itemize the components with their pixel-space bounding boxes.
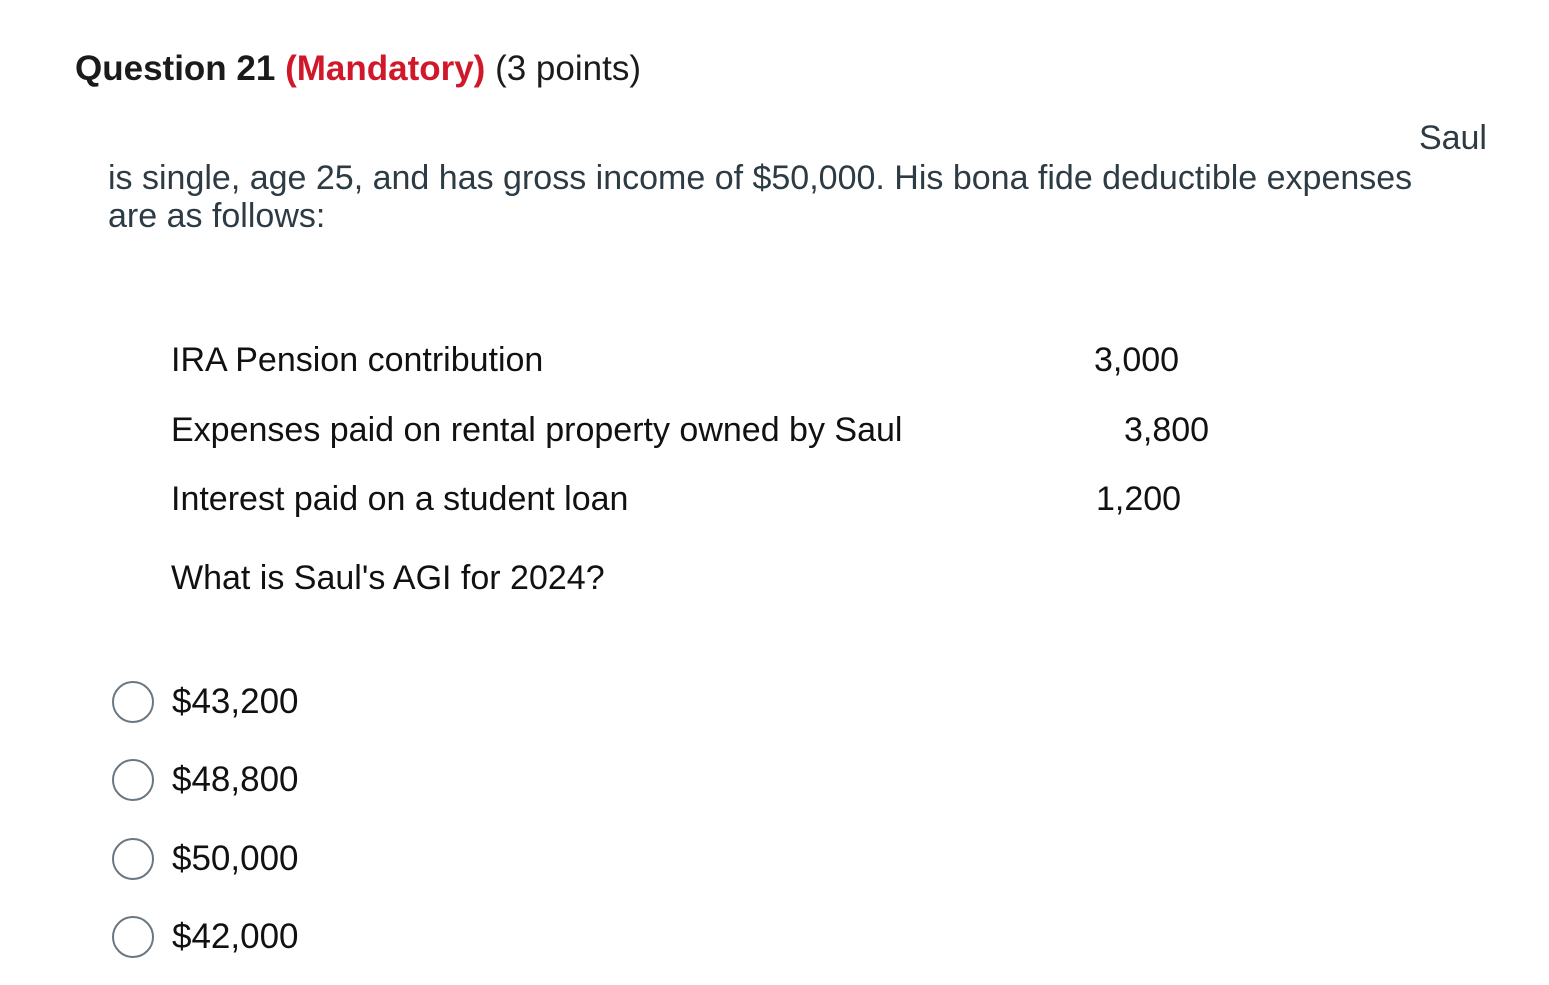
expense-label-ira: IRA Pension contribution [171,341,544,379]
radio-button[interactable] [112,838,154,880]
answer-option-label: $43,200 [172,682,299,721]
stem-text-line-1: is single, age 25, and has gross income of $50,000. His bona fide deductible expenses [108,159,1413,197]
stem-name: Saul [1418,119,1487,157]
answer-option-1[interactable] [112,677,299,727]
answer-option-3[interactable] [112,834,299,884]
radio-button[interactable] [112,759,154,801]
expense-label-student-loan: Interest paid on a student loan [171,480,629,518]
question-number: Question 21 [75,49,276,88]
answer-option-label: $48,800 [172,760,299,799]
stem-text-line-2: are as follows: [108,197,326,235]
expense-amount-ira: 3,000 [1094,341,1180,379]
radio-button[interactable] [112,916,154,958]
answer-option-label: $50,000 [172,839,299,878]
points-label: (3 points) [495,49,641,88]
expense-label-rental: Expenses paid on rental property owned by Saul [171,411,903,449]
mandatory-label: (Mandatory) [285,49,486,88]
expense-amount-student-loan: 1,200 [1096,480,1182,518]
answer-option-4[interactable] [112,912,299,962]
expense-amount-rental: 3,800 [1124,411,1210,449]
radio-button[interactable] [112,681,154,723]
question-prompt: What is Saul's AGI for 2024? [171,559,605,597]
answer-option-label: $42,000 [172,917,299,956]
question-header [75,46,641,92]
answer-option-2[interactable] [112,755,299,805]
